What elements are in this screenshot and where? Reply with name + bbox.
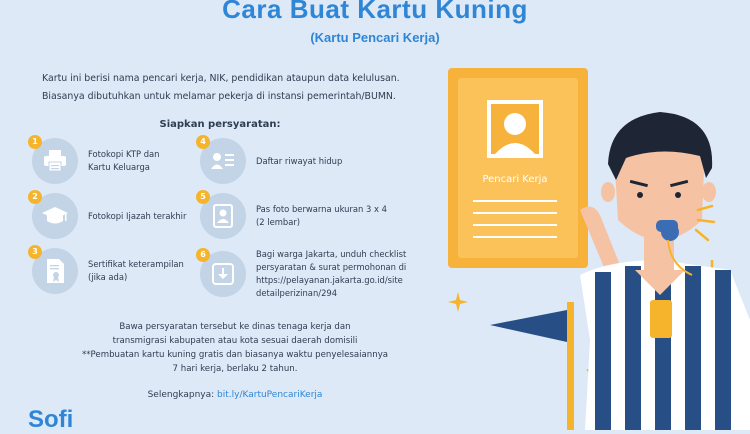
intro-text: [42, 70, 422, 106]
requirement-text: [88, 258, 184, 284]
requirement-item-4: [200, 138, 342, 184]
requirement-line: Sertifikat keterampilan: [88, 259, 184, 269]
intro-line: Kartu ini berisi nama pencari kerja, NIK, pendidikan ataupun data kelulusan.: [42, 73, 400, 84]
requirement-item-3: [32, 248, 184, 294]
footer-line: 7 hari kerja, berlaku 2 tahun.: [172, 364, 298, 374]
step-number-badge: 6: [196, 248, 210, 262]
requirement-item-2: [32, 193, 186, 239]
requirement-link[interactable]: detailperizinan/294: [256, 288, 338, 298]
flag-icon: [490, 302, 574, 430]
footer-line: **Pembuatan kartu kuning gratis dan biasanya waktu penyelesaiannya: [81, 350, 389, 360]
requirements-title: Siapkan persyaratan:: [159, 119, 281, 130]
requirement-text: [256, 203, 387, 229]
requirement-text: [88, 148, 159, 174]
requirement-line: (jika ada): [88, 272, 128, 282]
footer-notes: [40, 320, 430, 376]
requirement-line: persyaratan & surat permohonan di: [256, 262, 407, 272]
requirement-line: Pas foto berwarna ukuran 3 x 4: [256, 204, 387, 214]
step-number-badge: 5: [196, 190, 210, 204]
more-info-link[interactable]: bit.ly/KartuPencariKerja: [217, 390, 323, 400]
requirement-item-6: [200, 248, 406, 300]
requirement-text: [256, 248, 406, 300]
requirement-line: Daftar riwayat hidup: [256, 155, 343, 166]
step-number-badge: 1: [28, 135, 42, 149]
requirement-line: (2 lembar): [256, 217, 301, 227]
requirement-text: [256, 155, 342, 168]
page-subtitle: (Kartu Pencari Kerja): [310, 30, 440, 45]
requirement-link[interactable]: https://pelayanan.jakarta.go.id/site: [256, 275, 403, 285]
step-number-badge: 3: [28, 245, 42, 259]
card-label: Pencari Kerja: [482, 174, 548, 185]
sparkle-icon: [448, 292, 468, 312]
requirement-line: Bagi warga Jakarta, unduh checklist: [256, 249, 407, 259]
referee-shirt: [580, 260, 750, 430]
step-number-badge: 2: [28, 190, 42, 204]
footer-line: transmigrasi kabupaten atau kota sesuai daerah domisili: [112, 336, 358, 346]
sofi-logo: Sofi: [28, 406, 74, 433]
requirement-text: [88, 210, 186, 223]
referee-illustration: [430, 60, 750, 430]
more-info: [40, 390, 430, 400]
more-info-label: Selengkapnya:: [147, 390, 215, 400]
intro-line: Biasanya dibutuhkan untuk melamar pekerja di instansi pemerintah/BUMN.: [42, 91, 396, 102]
requirement-item-1: [32, 138, 159, 184]
page-title: Cara Buat Kartu Kuning: [222, 0, 528, 24]
pencari-kerja-card: [448, 68, 588, 268]
requirement-line: Fotokopi KTP dan: [88, 149, 160, 159]
requirement-line: Kartu Keluarga: [88, 162, 150, 172]
requirement-line: Fotokopi Ijazah terakhir: [88, 210, 187, 221]
requirement-item-5: [200, 193, 387, 239]
footer-line: Bawa persyaratan tersebut ke dinas tenaga kerja dan: [119, 322, 351, 332]
step-number-badge: 4: [196, 135, 210, 149]
